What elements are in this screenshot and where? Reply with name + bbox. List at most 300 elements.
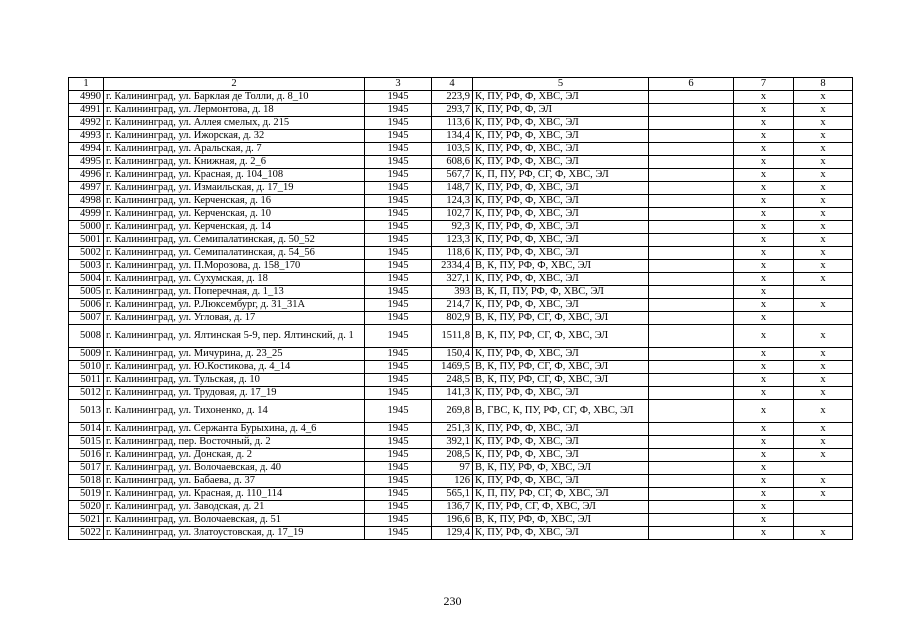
column-header: 8: [794, 78, 853, 91]
row-number: 5022: [69, 527, 104, 540]
area-cell: 223,9: [432, 91, 473, 104]
table-row: [69, 449, 853, 462]
table-row: [69, 182, 853, 195]
column-7-mark: x: [734, 169, 794, 182]
row-number: 5014: [69, 423, 104, 436]
systems-cell: К, ПУ, РФ, Ф, ХВС, ЭЛ: [473, 156, 649, 169]
area-cell: 103,5: [432, 143, 473, 156]
systems-cell: К, ПУ, РФ, СГ, Ф, ХВС, ЭЛ: [473, 501, 649, 514]
area-cell: 129,4: [432, 527, 473, 540]
address-cell: г. Калининград, ул. Мичурина, д. 23_25: [104, 348, 365, 361]
table-row: [69, 501, 853, 514]
column-7-mark: x: [734, 501, 794, 514]
column-8-mark: x: [794, 195, 853, 208]
address-cell: г. Калининград, ул. Златоустовская, д. 17_19: [104, 527, 365, 540]
column-7-mark: x: [734, 348, 794, 361]
row-number: 4995: [69, 156, 104, 169]
year-cell: 1945: [365, 299, 432, 312]
column-6-cell: [649, 514, 734, 527]
row-number: 5000: [69, 221, 104, 234]
area-cell: 124,3: [432, 195, 473, 208]
column-7-mark: x: [734, 312, 794, 325]
column-7-mark: x: [734, 117, 794, 130]
year-cell: 1945: [365, 423, 432, 436]
row-number: 4999: [69, 208, 104, 221]
row-number: 5017: [69, 462, 104, 475]
table-row: [69, 325, 853, 348]
column-7-mark: x: [734, 130, 794, 143]
year-cell: 1945: [365, 260, 432, 273]
column-7-mark: x: [734, 273, 794, 286]
column-header: 7: [734, 78, 794, 91]
table-row: [69, 156, 853, 169]
year-cell: 1945: [365, 312, 432, 325]
column-8-mark: x: [794, 400, 853, 423]
column-7-mark: x: [734, 400, 794, 423]
column-6-cell: [649, 462, 734, 475]
row-number: 4997: [69, 182, 104, 195]
table-row: [69, 208, 853, 221]
table-row: [69, 488, 853, 501]
table-row: [69, 143, 853, 156]
year-cell: 1945: [365, 527, 432, 540]
table-row: [69, 273, 853, 286]
systems-cell: К, ПУ, РФ, Ф, ХВС, ЭЛ: [473, 273, 649, 286]
column-6-cell: [649, 182, 734, 195]
column-8-mark: x: [794, 91, 853, 104]
row-number: 5006: [69, 299, 104, 312]
year-cell: 1945: [365, 130, 432, 143]
column-6-cell: [649, 117, 734, 130]
year-cell: 1945: [365, 501, 432, 514]
area-cell: 118,6: [432, 247, 473, 260]
area-cell: 2334,4: [432, 260, 473, 273]
year-cell: 1945: [365, 514, 432, 527]
column-7-mark: x: [734, 286, 794, 299]
table-row: [69, 247, 853, 260]
row-number: 4991: [69, 104, 104, 117]
column-6-cell: [649, 195, 734, 208]
table-row: [69, 527, 853, 540]
address-cell: г. Калининград, ул. Семипалатинская, д. 54_56: [104, 247, 365, 260]
systems-cell: В, К, ПУ, РФ, СГ, Ф, ХВС, ЭЛ: [473, 325, 649, 348]
year-cell: 1945: [365, 325, 432, 348]
column-8-mark: x: [794, 130, 853, 143]
column-8-mark: x: [794, 182, 853, 195]
column-7-mark: x: [734, 195, 794, 208]
column-6-cell: [649, 260, 734, 273]
row-number: 5005: [69, 286, 104, 299]
systems-cell: К, ПУ, РФ, Ф, ХВС, ЭЛ: [473, 91, 649, 104]
table-row: [69, 91, 853, 104]
column-8-mark: [794, 312, 853, 325]
column-6-cell: [649, 143, 734, 156]
column-6-cell: [649, 348, 734, 361]
column-6-cell: [649, 325, 734, 348]
systems-cell: В, К, ПУ, РФ, СГ, Ф, ХВС, ЭЛ: [473, 312, 649, 325]
row-number: 5011: [69, 374, 104, 387]
year-cell: 1945: [365, 156, 432, 169]
area-cell: 565,1: [432, 488, 473, 501]
column-8-mark: x: [794, 325, 853, 348]
address-cell: г. Калининград, ул. П.Морозова, д. 158_170: [104, 260, 365, 273]
table-row: [69, 436, 853, 449]
column-6-cell: [649, 91, 734, 104]
table-body: [69, 91, 853, 540]
systems-cell: К, ПУ, РФ, Ф, ХВС, ЭЛ: [473, 143, 649, 156]
address-cell: г. Калининград, ул. Керченская, д. 14: [104, 221, 365, 234]
year-cell: 1945: [365, 208, 432, 221]
area-cell: 97: [432, 462, 473, 475]
column-6-cell: [649, 423, 734, 436]
column-header: 1: [69, 78, 104, 91]
column-7-mark: x: [734, 247, 794, 260]
systems-cell: К, ПУ, РФ, Ф, ХВС, ЭЛ: [473, 449, 649, 462]
area-cell: 126: [432, 475, 473, 488]
column-header: 3: [365, 78, 432, 91]
row-number: 5007: [69, 312, 104, 325]
column-8-mark: x: [794, 488, 853, 501]
address-cell: г. Калининград, ул. Барклая де Толли, д. 8_10: [104, 91, 365, 104]
column-8-mark: x: [794, 156, 853, 169]
systems-cell: В, К, ПУ, РФ, СГ, Ф, ХВС, ЭЛ: [473, 361, 649, 374]
column-6-cell: [649, 501, 734, 514]
address-cell: г. Калининград, ул. Трудовая, д. 17_19: [104, 387, 365, 400]
table-row: [69, 104, 853, 117]
column-7-mark: x: [734, 527, 794, 540]
systems-cell: К, П, ПУ, РФ, СГ, Ф, ХВС, ЭЛ: [473, 169, 649, 182]
column-6-cell: [649, 361, 734, 374]
column-7-mark: x: [734, 260, 794, 273]
year-cell: 1945: [365, 488, 432, 501]
address-cell: г. Калининград, ул. Семипалатинская, д. 50_52: [104, 234, 365, 247]
table-row: [69, 299, 853, 312]
column-7-mark: x: [734, 325, 794, 348]
systems-cell: К, ПУ, РФ, Ф, ЭЛ: [473, 104, 649, 117]
column-8-mark: x: [794, 208, 853, 221]
column-6-cell: [649, 475, 734, 488]
column-6-cell: [649, 169, 734, 182]
header-row: [69, 78, 853, 91]
column-6-cell: [649, 449, 734, 462]
year-cell: 1945: [365, 169, 432, 182]
row-number: 5010: [69, 361, 104, 374]
column-7-mark: x: [734, 182, 794, 195]
column-8-mark: x: [794, 143, 853, 156]
column-7-mark: x: [734, 488, 794, 501]
column-7-mark: x: [734, 221, 794, 234]
area-cell: 136,7: [432, 501, 473, 514]
area-cell: 123,3: [432, 234, 473, 247]
year-cell: 1945: [365, 143, 432, 156]
column-header: 4: [432, 78, 473, 91]
column-8-mark: x: [794, 221, 853, 234]
address-cell: г. Калининград, ул. Волочаевская, д. 40: [104, 462, 365, 475]
row-number: 4998: [69, 195, 104, 208]
year-cell: 1945: [365, 348, 432, 361]
area-cell: 148,7: [432, 182, 473, 195]
column-header: 2: [104, 78, 365, 91]
year-cell: 1945: [365, 436, 432, 449]
column-6-cell: [649, 156, 734, 169]
column-7-mark: x: [734, 514, 794, 527]
area-cell: 1511,8: [432, 325, 473, 348]
address-cell: г. Калининград, ул. Керченская, д. 16: [104, 195, 365, 208]
row-number: 5012: [69, 387, 104, 400]
row-number: 5001: [69, 234, 104, 247]
area-cell: 802,9: [432, 312, 473, 325]
area-cell: 293,7: [432, 104, 473, 117]
systems-cell: К, ПУ, РФ, Ф, ХВС, ЭЛ: [473, 348, 649, 361]
address-cell: г. Калининград, ул. Ижорская, д. 32: [104, 130, 365, 143]
area-cell: 392,1: [432, 436, 473, 449]
address-cell: г. Калининград, ул. Донская, д. 2: [104, 449, 365, 462]
systems-cell: В, К, ПУ, РФ, СГ, Ф, ХВС, ЭЛ: [473, 374, 649, 387]
address-cell: г. Калининград, ул. Тульская, д. 10: [104, 374, 365, 387]
table-row: [69, 195, 853, 208]
column-7-mark: x: [734, 361, 794, 374]
systems-cell: К, ПУ, РФ, Ф, ХВС, ЭЛ: [473, 527, 649, 540]
systems-cell: В, К, ПУ, РФ, Ф, ХВС, ЭЛ: [473, 260, 649, 273]
column-8-mark: [794, 286, 853, 299]
area-cell: 567,7: [432, 169, 473, 182]
column-6-cell: [649, 208, 734, 221]
column-8-mark: x: [794, 117, 853, 130]
row-number: 5009: [69, 348, 104, 361]
column-8-mark: x: [794, 436, 853, 449]
table-row: [69, 374, 853, 387]
column-6-cell: [649, 400, 734, 423]
systems-cell: В, К, П, ПУ, РФ, Ф, ХВС, ЭЛ: [473, 286, 649, 299]
row-number: 5004: [69, 273, 104, 286]
table-row: [69, 130, 853, 143]
column-7-mark: x: [734, 299, 794, 312]
column-8-mark: x: [794, 348, 853, 361]
column-7-mark: x: [734, 475, 794, 488]
address-cell: г. Калининград, ул. Тихоненко, д. 14: [104, 400, 365, 423]
column-8-mark: x: [794, 449, 853, 462]
column-6-cell: [649, 234, 734, 247]
column-6-cell: [649, 273, 734, 286]
row-number: 4990: [69, 91, 104, 104]
row-number: 5019: [69, 488, 104, 501]
column-6-cell: [649, 312, 734, 325]
address-cell: г. Калининград, ул. Аллея смелых, д. 215: [104, 117, 365, 130]
column-8-mark: x: [794, 475, 853, 488]
address-cell: г. Калининград, ул. Аральская, д. 7: [104, 143, 365, 156]
column-7-mark: x: [734, 423, 794, 436]
table-row: [69, 286, 853, 299]
year-cell: 1945: [365, 221, 432, 234]
area-cell: 196,6: [432, 514, 473, 527]
table-row: [69, 312, 853, 325]
year-cell: 1945: [365, 182, 432, 195]
column-8-mark: x: [794, 169, 853, 182]
systems-cell: К, ПУ, РФ, Ф, ХВС, ЭЛ: [473, 182, 649, 195]
column-8-mark: [794, 514, 853, 527]
column-7-mark: x: [734, 449, 794, 462]
column-8-mark: [794, 462, 853, 475]
systems-cell: К, П, ПУ, РФ, СГ, Ф, ХВС, ЭЛ: [473, 488, 649, 501]
systems-cell: К, ПУ, РФ, Ф, ХВС, ЭЛ: [473, 475, 649, 488]
column-7-mark: x: [734, 91, 794, 104]
year-cell: 1945: [365, 374, 432, 387]
column-7-mark: x: [734, 156, 794, 169]
year-cell: 1945: [365, 234, 432, 247]
column-6-cell: [649, 286, 734, 299]
column-header: 6: [649, 78, 734, 91]
year-cell: 1945: [365, 117, 432, 130]
address-cell: г. Калининград, ул. Сержанта Бурыхина, д. 4_6: [104, 423, 365, 436]
column-8-mark: x: [794, 527, 853, 540]
column-6-cell: [649, 374, 734, 387]
year-cell: 1945: [365, 286, 432, 299]
address-cell: г. Калининград, ул. Красная, д. 110_114: [104, 488, 365, 501]
row-number: 5020: [69, 501, 104, 514]
column-7-mark: x: [734, 104, 794, 117]
page-number: 230: [443, 594, 462, 608]
column-8-mark: x: [794, 247, 853, 260]
column-6-cell: [649, 104, 734, 117]
table-row: [69, 387, 853, 400]
column-6-cell: [649, 299, 734, 312]
systems-cell: К, ПУ, РФ, Ф, ХВС, ЭЛ: [473, 436, 649, 449]
area-cell: 251,3: [432, 423, 473, 436]
year-cell: 1945: [365, 247, 432, 260]
area-cell: 608,6: [432, 156, 473, 169]
address-cell: г. Калининград, ул. Ялтинская 5-9, пер. Ялтинский, д. 1: [104, 325, 365, 348]
column-header: 5: [473, 78, 649, 91]
column-8-mark: x: [794, 260, 853, 273]
address-cell: г. Калининград, ул. Книжная, д. 2_6: [104, 156, 365, 169]
table-row: [69, 462, 853, 475]
area-cell: 269,8: [432, 400, 473, 423]
systems-cell: К, ПУ, РФ, Ф, ХВС, ЭЛ: [473, 130, 649, 143]
row-number: 5015: [69, 436, 104, 449]
year-cell: 1945: [365, 400, 432, 423]
area-cell: 327,1: [432, 273, 473, 286]
address-cell: г. Калининград, пер. Восточный, д. 2: [104, 436, 365, 449]
table-row: [69, 514, 853, 527]
table-row: [69, 423, 853, 436]
year-cell: 1945: [365, 273, 432, 286]
column-8-mark: x: [794, 273, 853, 286]
systems-cell: К, ПУ, РФ, Ф, ХВС, ЭЛ: [473, 247, 649, 260]
row-number: 5002: [69, 247, 104, 260]
row-number: 5003: [69, 260, 104, 273]
address-cell: г. Калининград, ул. Ю.Костикова, д. 4_14: [104, 361, 365, 374]
year-cell: 1945: [365, 475, 432, 488]
area-cell: 208,5: [432, 449, 473, 462]
column-7-mark: x: [734, 143, 794, 156]
area-cell: 214,7: [432, 299, 473, 312]
area-cell: 113,6: [432, 117, 473, 130]
column-8-mark: x: [794, 299, 853, 312]
area-cell: 248,5: [432, 374, 473, 387]
column-7-mark: x: [734, 208, 794, 221]
systems-cell: В, К, ПУ, РФ, Ф, ХВС, ЭЛ: [473, 462, 649, 475]
systems-cell: К, ПУ, РФ, Ф, ХВС, ЭЛ: [473, 208, 649, 221]
row-number: 4993: [69, 130, 104, 143]
table-row: [69, 117, 853, 130]
table-row: [69, 234, 853, 247]
column-6-cell: [649, 527, 734, 540]
column-8-mark: x: [794, 423, 853, 436]
column-6-cell: [649, 221, 734, 234]
systems-cell: К, ПУ, РФ, Ф, ХВС, ЭЛ: [473, 299, 649, 312]
address-cell: г. Калининград, ул. Керченская, д. 10: [104, 208, 365, 221]
table-row: [69, 221, 853, 234]
column-7-mark: x: [734, 462, 794, 475]
column-6-cell: [649, 130, 734, 143]
address-cell: г. Калининград, ул. Сухумская, д. 18: [104, 273, 365, 286]
row-number: 5016: [69, 449, 104, 462]
year-cell: 1945: [365, 195, 432, 208]
systems-cell: К, ПУ, РФ, Ф, ХВС, ЭЛ: [473, 221, 649, 234]
registry-table: [68, 77, 853, 540]
address-cell: г. Калининград, ул. Угловая, д. 17: [104, 312, 365, 325]
systems-cell: В, К, ПУ, РФ, Ф, ХВС, ЭЛ: [473, 514, 649, 527]
row-number: 5008: [69, 325, 104, 348]
row-number: 4994: [69, 143, 104, 156]
systems-cell: К, ПУ, РФ, Ф, ХВС, ЭЛ: [473, 423, 649, 436]
address-cell: г. Калининград, ул. Измаильская, д. 17_19: [104, 182, 365, 195]
systems-cell: К, ПУ, РФ, Ф, ХВС, ЭЛ: [473, 234, 649, 247]
year-cell: 1945: [365, 387, 432, 400]
area-cell: 150,4: [432, 348, 473, 361]
table-row: [69, 361, 853, 374]
systems-cell: К, ПУ, РФ, Ф, ХВС, ЭЛ: [473, 387, 649, 400]
address-cell: г. Калининград, ул. Лермонтова, д. 18: [104, 104, 365, 117]
systems-cell: К, ПУ, РФ, Ф, ХВС, ЭЛ: [473, 195, 649, 208]
year-cell: 1945: [365, 361, 432, 374]
address-cell: г. Калининград, ул. Красная, д. 104_108: [104, 169, 365, 182]
table-row: [69, 260, 853, 273]
column-8-mark: x: [794, 374, 853, 387]
column-8-mark: x: [794, 361, 853, 374]
area-cell: 393: [432, 286, 473, 299]
address-cell: г. Калининград, ул. Волочаевская, д. 51: [104, 514, 365, 527]
table-row: [69, 169, 853, 182]
table-row: [69, 475, 853, 488]
row-number: 5013: [69, 400, 104, 423]
column-7-mark: x: [734, 234, 794, 247]
area-cell: 134,4: [432, 130, 473, 143]
year-cell: 1945: [365, 462, 432, 475]
column-7-mark: x: [734, 374, 794, 387]
address-cell: г. Калининград, ул. Заводская, д. 21: [104, 501, 365, 514]
address-cell: г. Калининград, ул. Бабаева, д. 37: [104, 475, 365, 488]
area-cell: 141,3: [432, 387, 473, 400]
address-cell: г. Калининград, ул. Поперечная, д. 1_13: [104, 286, 365, 299]
row-number: 4996: [69, 169, 104, 182]
area-cell: 102,7: [432, 208, 473, 221]
table-row: [69, 348, 853, 361]
column-8-mark: x: [794, 234, 853, 247]
row-number: 5018: [69, 475, 104, 488]
area-cell: 92,3: [432, 221, 473, 234]
year-cell: 1945: [365, 449, 432, 462]
column-7-mark: x: [734, 436, 794, 449]
column-7-mark: x: [734, 387, 794, 400]
row-number: 5021: [69, 514, 104, 527]
area-cell: 1469,5: [432, 361, 473, 374]
year-cell: 1945: [365, 91, 432, 104]
address-cell: г. Калининград, ул. Р.Люксембург, д. 31_31А: [104, 299, 365, 312]
column-6-cell: [649, 436, 734, 449]
row-number: 4992: [69, 117, 104, 130]
column-8-mark: x: [794, 104, 853, 117]
